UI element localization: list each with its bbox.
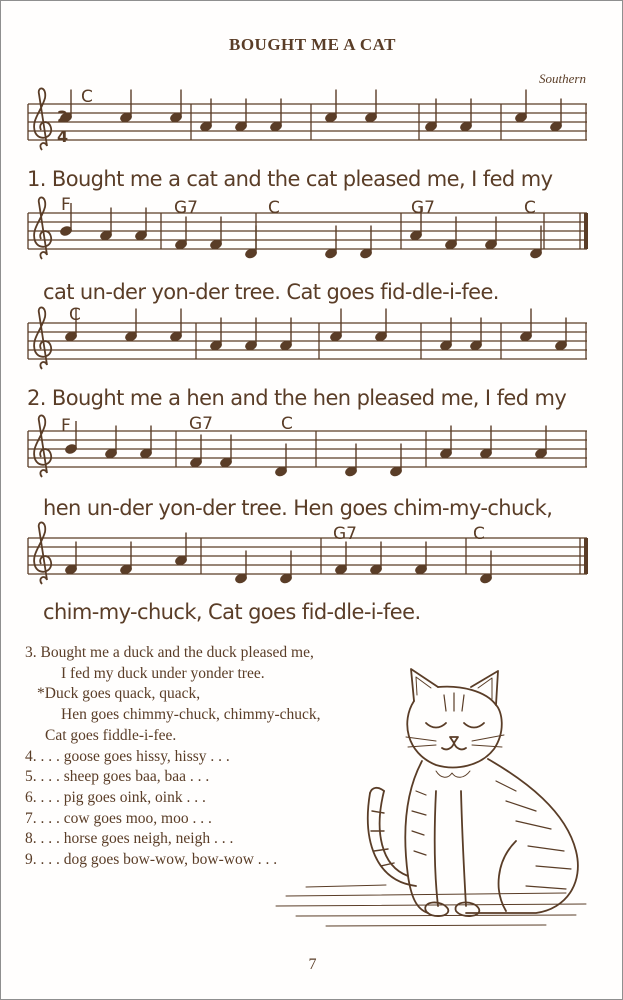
treble-clef	[34, 415, 51, 477]
chord-symbol: F	[61, 195, 71, 215]
verse-line: 5. . . . sheep goes baa, baa . . .	[25, 768, 210, 786]
lyric-line: cat un-der yon-der tree. Cat goes fid-dle-i-fee.	[43, 280, 499, 304]
chord-symbol: C	[268, 198, 280, 218]
treble-clef	[34, 197, 51, 259]
verse-line: 6. . . . pig goes oink, oink . . .	[25, 788, 206, 806]
time-signature-top: 2	[57, 107, 69, 126]
chord-symbol: G7	[174, 198, 198, 218]
verse-line: *Duck goes quack, quack,	[37, 685, 201, 703]
chord-symbol: C	[81, 87, 93, 107]
treble-clef	[34, 522, 51, 584]
chord-symbol: C	[524, 198, 536, 218]
lyric-line: 2. Bought me a hen and the hen pleased me, I fed my	[27, 386, 567, 410]
treble-clef	[34, 88, 51, 150]
verse-line: 9. . . . dog goes bow-wow, bow-wow . . .	[25, 851, 278, 869]
verse-line: 3. Bought me a duck and the duck pleased me,	[25, 644, 314, 661]
page-number: 7	[308, 956, 317, 973]
time-signature	[57, 107, 68, 146]
lyric-line: chim-my-chuck, Cat goes fid-dle-i-fee.	[43, 600, 421, 624]
song-title: BOUGHT ME A CAT	[229, 35, 396, 54]
lyric-line: 1. Bought me a cat and the cat pleased me, I fed my	[27, 167, 553, 191]
verse-line: Cat goes fiddle-i-fee.	[45, 726, 177, 744]
chord-symbols	[61, 87, 536, 544]
chord-symbol: F	[61, 416, 71, 436]
cat-illustration	[266, 661, 606, 951]
music-notation	[1, 1, 623, 641]
time-signature-bottom: 4	[57, 127, 69, 146]
chord-symbol: C	[69, 305, 81, 325]
verse-line: 4. . . . goose goes hissy, hissy . . .	[25, 747, 230, 765]
chord-symbol: C	[473, 524, 485, 544]
treble-clef	[34, 307, 51, 369]
verse-line: 8. . . . horse goes neigh, neigh . . .	[25, 830, 234, 848]
verse-line: Hen goes chimmy-chuck, chimmy-chuck,	[61, 706, 321, 724]
chord-symbol: G7	[333, 524, 357, 544]
verse-line: I fed my duck under yonder tree.	[61, 664, 265, 682]
chord-symbol: G7	[411, 198, 435, 218]
lyric-line: hen un-der yon-der tree. Hen goes chim-my-chuck,	[43, 496, 553, 520]
verse-line: 7. . . . cow goes moo, moo . . .	[25, 809, 212, 827]
chord-symbol: G7	[189, 414, 213, 434]
song-origin: Southern	[539, 71, 586, 86]
chord-symbol: C	[281, 414, 293, 434]
